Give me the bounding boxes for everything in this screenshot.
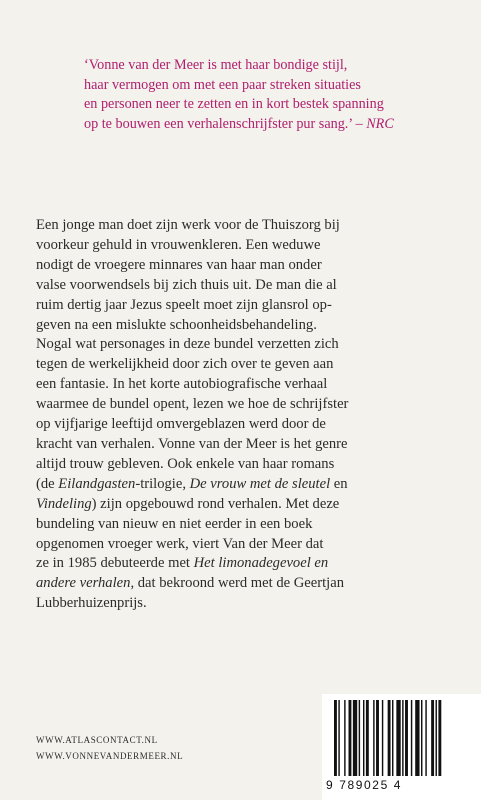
blurb-line: bundeling van nieuw en niet eerder in een boek: [36, 515, 313, 532]
quote-line: op te bouwen een verhalenschrijfster pur sang.’ – NRC: [84, 115, 394, 132]
blurb-line: altijd trouw gebleven. Ook enkele van haar romans: [36, 455, 335, 472]
barcode-bars-icon: [332, 700, 472, 778]
book-title: De vrouw met de sleutel: [189, 475, 331, 492]
isbn-number: 9 789025 4: [326, 778, 403, 792]
blurb-line: voorkeur gehuld in vrouwenkleren. Een weduwe: [36, 236, 321, 253]
publisher-url[interactable]: WWW.ATLASCONTACT.NL: [36, 735, 158, 745]
blurb-line: nodigt de vroegere minnares van haar man onder: [36, 256, 322, 273]
blurb-line: Een jonge man doet zijn werk voor de Thuiszorg bij: [36, 217, 340, 233]
blurb-line: Nogal wat personages in deze bundel verzetten zich: [36, 336, 339, 353]
barcode-bar: [421, 700, 422, 776]
barcode-bar: [382, 700, 383, 776]
blurb-line: waarmee de bundel opent, lezen we hoe de schrijfster: [36, 396, 349, 413]
barcode-bar: [425, 700, 426, 776]
barcode-bar: [359, 700, 360, 776]
blurb-line: Vindeling) zijn opgebouwd rond verhalen. Met deze: [36, 495, 340, 512]
book-title: Vindeling: [36, 495, 92, 512]
barcode-bar: [438, 700, 441, 776]
blurb-line: andere verhalen, dat bekroond werd met de Geertjan: [36, 575, 344, 592]
barcode-bar: [334, 700, 337, 776]
blurb-line: valse voorwendsels bij zich thuis uit. De man die al: [36, 276, 337, 293]
blurb-line: op vijfjarige leeftijd omvergeblazen werd door de: [36, 416, 326, 433]
barcode-bar: [366, 700, 369, 776]
blurb-line: opgenomen vroeger werk, viert Van der Meer dat: [36, 535, 324, 552]
barcode-bar: [436, 700, 437, 776]
author-url[interactable]: WWW.VONNEVANDERMEER.NL: [36, 751, 184, 761]
barcode-bar: [415, 700, 419, 776]
book-title: Eilandgasten: [58, 475, 136, 492]
barcode-bar: [353, 700, 357, 776]
barcode-bar: [363, 700, 364, 776]
barcode-bar: [373, 700, 374, 776]
blurb-line: een fantasie. In het korte autobiografische verhaal: [36, 376, 328, 393]
book-title: andere verhalen: [36, 575, 131, 592]
quote-source: NRC: [366, 115, 394, 132]
quote-line: en personen neer te zetten en in kort bestek spanning: [84, 96, 384, 113]
book-title: Het limonadegevoel en: [193, 555, 329, 572]
barcode-bar: [431, 700, 434, 776]
blurb-line: ze in 1985 debuteerde met Het limonadegevoel en: [36, 555, 329, 572]
barcode-bar: [392, 700, 393, 776]
barcode-bar: [402, 700, 403, 776]
barcode-bar: [396, 700, 400, 776]
blurb-line: ruim dertig jaar Jezus speelt moet zijn glansrol op-: [36, 296, 332, 313]
barcode-bar: [405, 700, 408, 776]
quote-line: ‘Vonne van der Meer is met haar bondige stijl,: [84, 57, 348, 73]
barcode-bar: [349, 700, 352, 776]
quote-line: haar vermogen om met een paar streken situaties: [84, 76, 361, 93]
blurb-line: geven na een mislukte schoonheidsbehandeling.: [36, 316, 317, 333]
blurb-text: [36, 216, 456, 614]
blurb-line: kracht van verhalen. Vonne van der Meer is het genre: [36, 435, 348, 452]
press-quote: [84, 56, 464, 134]
website-links: [36, 732, 183, 764]
isbn-barcode: [322, 694, 481, 800]
barcode-bar: [338, 700, 339, 776]
barcode-bar: [411, 700, 412, 776]
blurb-line: tegen de werkelijkheid door zich over te geven aan: [36, 356, 334, 373]
blurb-line: (de Eilandgasten-trilogie, De vrouw met de sleutel en: [36, 475, 348, 492]
barcode-bar: [376, 700, 379, 776]
barcode-bar: [344, 700, 345, 776]
blurb-line: Lubberhuizenprijs.: [36, 595, 147, 612]
barcode-bar: [388, 700, 391, 776]
